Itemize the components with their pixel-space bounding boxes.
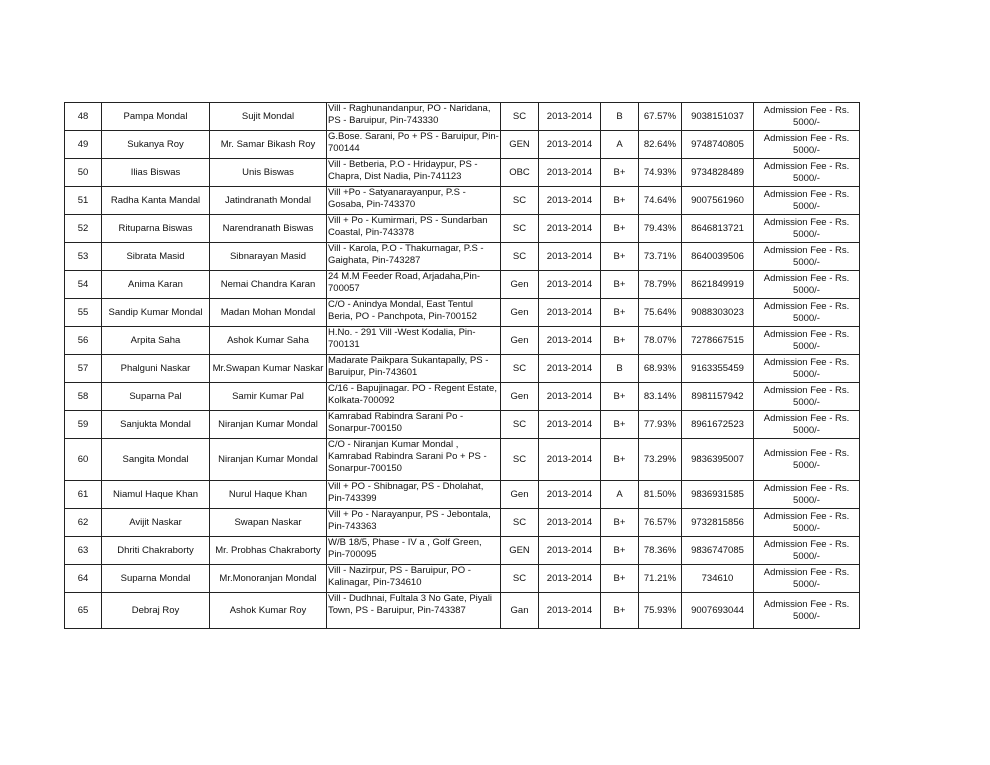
table-row [65, 355, 860, 383]
phone-cell: 9007693044 [682, 593, 754, 629]
session-cell: 2013-2014 [539, 481, 601, 509]
session-cell: 2013-2014 [539, 103, 601, 131]
remark-cell: Admission Fee - Rs. 5000/- [754, 131, 860, 159]
remark-cell: Admission Fee - Rs. 5000/- [754, 383, 860, 411]
percentage-cell: 76.57% [639, 509, 682, 537]
address-cell: Vill + Po - Narayanpur, PS - Jebontala, Pin-743363 [327, 509, 501, 537]
table-row [65, 327, 860, 355]
phone-cell: 9748740805 [682, 131, 754, 159]
phone-cell: 8621849919 [682, 271, 754, 299]
serial-number-cell: 63 [65, 537, 102, 565]
grade-cell: B+ [601, 187, 639, 215]
remark-cell: Admission Fee - Rs. 5000/- [754, 299, 860, 327]
address-cell: Vill +Po - Satyanarayanpur, P.S - Gosaba, Pin-743370 [327, 187, 501, 215]
phone-cell: 9088303023 [682, 299, 754, 327]
phone-cell: 8961672523 [682, 411, 754, 439]
address-cell: Vill - Dudhnai, Fultala 3 No Gate, Piyali Town, PS - Baruipur, Pin-743387 [327, 593, 501, 629]
percentage-cell: 82.64% [639, 131, 682, 159]
session-cell: 2013-2014 [539, 159, 601, 187]
category-cell: SC [501, 355, 539, 383]
remark-cell: Admission Fee - Rs. 5000/- [754, 103, 860, 131]
table-row [65, 271, 860, 299]
phone-cell: 9836747085 [682, 537, 754, 565]
guardian-name-cell: Niranjan Kumar Mondal [210, 411, 327, 439]
student-name-cell: Sandip Kumar Mondal [102, 299, 210, 327]
serial-number-cell: 59 [65, 411, 102, 439]
guardian-name-cell: Mr.Monoranjan Mondal [210, 565, 327, 593]
session-cell: 2013-2014 [539, 187, 601, 215]
phone-cell: 9836931585 [682, 481, 754, 509]
table-row [65, 187, 860, 215]
remark-cell: Admission Fee - Rs. 5000/- [754, 593, 860, 629]
percentage-cell: 78.36% [639, 537, 682, 565]
phone-cell: 734610 [682, 565, 754, 593]
guardian-name-cell: Swapan Naskar [210, 509, 327, 537]
guardian-name-cell: Mr.Swapan Kumar Naskar [210, 355, 327, 383]
student-name-cell: Phalguni Naskar [102, 355, 210, 383]
student-name-cell: Rituparna Biswas [102, 215, 210, 243]
session-cell: 2013-2014 [539, 215, 601, 243]
address-cell: Vill - Nazirpur, PS - Baruipur, PO - Kalinagar, Pin-734610 [327, 565, 501, 593]
address-cell: C/O - Anindya Mondal, East Tentul Beria, PO - Panchpota, Pin-700152 [327, 299, 501, 327]
student-name-cell: Suparna Pal [102, 383, 210, 411]
table-row [65, 537, 860, 565]
percentage-cell: 73.71% [639, 243, 682, 271]
address-cell: 24 M.M Feeder Road, Arjadaha,Pin-700057 [327, 271, 501, 299]
address-cell: C/O - Niranjan Kumar Mondal , Kamrabad Rabindra Sarani Po + PS - Sonarpur-700150 [327, 439, 501, 481]
guardian-name-cell: Jatindranath Mondal [210, 187, 327, 215]
session-cell: 2013-2014 [539, 593, 601, 629]
student-name-cell: Sukanya Roy [102, 131, 210, 159]
grade-cell: A [601, 131, 639, 159]
serial-number-cell: 61 [65, 481, 102, 509]
phone-cell: 7278667515 [682, 327, 754, 355]
address-cell: Vill + Po - Kumirmari, PS - Sundarban Coastal, Pin-743378 [327, 215, 501, 243]
session-cell: 2013-2014 [539, 271, 601, 299]
remark-cell: Admission Fee - Rs. 5000/- [754, 355, 860, 383]
phone-cell: 9732815856 [682, 509, 754, 537]
phone-cell: 8640039506 [682, 243, 754, 271]
phone-cell: 9163355459 [682, 355, 754, 383]
grade-cell: B [601, 103, 639, 131]
serial-number-cell: 58 [65, 383, 102, 411]
remark-cell: Admission Fee - Rs. 5000/- [754, 159, 860, 187]
table-row [65, 565, 860, 593]
student-name-cell: Suparna Mondal [102, 565, 210, 593]
serial-number-cell: 60 [65, 439, 102, 481]
serial-number-cell: 52 [65, 215, 102, 243]
table-row [65, 593, 860, 629]
grade-cell: B [601, 355, 639, 383]
remark-cell: Admission Fee - Rs. 5000/- [754, 509, 860, 537]
phone-cell: 9734828489 [682, 159, 754, 187]
table-row [65, 383, 860, 411]
serial-number-cell: 64 [65, 565, 102, 593]
table-row [65, 299, 860, 327]
percentage-cell: 71.21% [639, 565, 682, 593]
remark-cell: Admission Fee - Rs. 5000/- [754, 271, 860, 299]
grade-cell: B+ [601, 271, 639, 299]
category-cell: OBC [501, 159, 539, 187]
grade-cell: B+ [601, 537, 639, 565]
serial-number-cell: 54 [65, 271, 102, 299]
student-name-cell: Sanjukta Mondal [102, 411, 210, 439]
percentage-cell: 83.14% [639, 383, 682, 411]
address-cell: Madarate Paikpara Sukantapally, PS - Baruipur, Pin-743601 [327, 355, 501, 383]
guardian-name-cell: Unis Biswas [210, 159, 327, 187]
category-cell: Gen [501, 299, 539, 327]
percentage-cell: 74.64% [639, 187, 682, 215]
phone-cell: 8981157942 [682, 383, 754, 411]
category-cell: SC [501, 103, 539, 131]
phone-cell: 9038151037 [682, 103, 754, 131]
remark-cell: Admission Fee - Rs. 5000/- [754, 215, 860, 243]
grade-cell: B+ [601, 327, 639, 355]
category-cell: Gen [501, 481, 539, 509]
address-cell: Vill - Karola, P.O - Thakurnagar, P.S - Gaighata, Pin-743287 [327, 243, 501, 271]
guardian-name-cell: Nemai Chandra Karan [210, 271, 327, 299]
serial-number-cell: 53 [65, 243, 102, 271]
category-cell: Gen [501, 327, 539, 355]
grade-cell: B+ [601, 215, 639, 243]
grade-cell: B+ [601, 243, 639, 271]
student-name-cell: Ilias Biswas [102, 159, 210, 187]
remark-cell: Admission Fee - Rs. 5000/- [754, 411, 860, 439]
student-admission-table [64, 102, 860, 629]
percentage-cell: 78.79% [639, 271, 682, 299]
category-cell: SC [501, 509, 539, 537]
remark-cell: Admission Fee - Rs. 5000/- [754, 243, 860, 271]
serial-number-cell: 55 [65, 299, 102, 327]
serial-number-cell: 65 [65, 593, 102, 629]
table-row [65, 103, 860, 131]
address-cell: C/16 - Bapujinagar. PO - Regent Estate, Kolkata-700092 [327, 383, 501, 411]
grade-cell: B+ [601, 411, 639, 439]
table-row [65, 215, 860, 243]
remark-cell: Admission Fee - Rs. 5000/- [754, 439, 860, 481]
student-name-cell: Anima Karan [102, 271, 210, 299]
session-cell: 2013-2014 [539, 439, 601, 481]
grade-cell: B+ [601, 159, 639, 187]
category-cell: SC [501, 215, 539, 243]
phone-cell: 8646813721 [682, 215, 754, 243]
percentage-cell: 67.57% [639, 103, 682, 131]
percentage-cell: 81.50% [639, 481, 682, 509]
guardian-name-cell: Niranjan Kumar Mondal [210, 439, 327, 481]
student-name-cell: Radha Kanta Mandal [102, 187, 210, 215]
address-cell: Vill + PO - Shibnagar, PS - Dholahat, Pin-743399 [327, 481, 501, 509]
phone-cell: 9836395007 [682, 439, 754, 481]
table-row [65, 243, 860, 271]
remark-cell: Admission Fee - Rs. 5000/- [754, 565, 860, 593]
session-cell: 2013-2014 [539, 537, 601, 565]
table-row [65, 159, 860, 187]
guardian-name-cell: Ashok Kumar Saha [210, 327, 327, 355]
table-row [65, 439, 860, 481]
student-name-cell: Avijit Naskar [102, 509, 210, 537]
guardian-name-cell: Mr. Samar Bikash Roy [210, 131, 327, 159]
student-name-cell: Pampa Mondal [102, 103, 210, 131]
table-body [65, 103, 860, 629]
session-cell: 2013-2014 [539, 565, 601, 593]
serial-number-cell: 50 [65, 159, 102, 187]
percentage-cell: 74.93% [639, 159, 682, 187]
guardian-name-cell: Sujit Mondal [210, 103, 327, 131]
address-cell: W/B 18/5, Phase - IV a , Golf Green, Pin-700095 [327, 537, 501, 565]
grade-cell: B+ [601, 439, 639, 481]
address-cell: Vill - Raghunandanpur, PO - Naridana, PS - Baruipur, Pin-743330 [327, 103, 501, 131]
serial-number-cell: 49 [65, 131, 102, 159]
guardian-name-cell: Sibnarayan Masid [210, 243, 327, 271]
session-cell: 2013-2014 [539, 509, 601, 537]
grade-cell: B+ [601, 299, 639, 327]
percentage-cell: 73.29% [639, 439, 682, 481]
percentage-cell: 68.93% [639, 355, 682, 383]
student-name-cell: Arpita Saha [102, 327, 210, 355]
remark-cell: Admission Fee - Rs. 5000/- [754, 537, 860, 565]
student-name-cell: Niamul Haque Khan [102, 481, 210, 509]
serial-number-cell: 57 [65, 355, 102, 383]
serial-number-cell: 51 [65, 187, 102, 215]
session-cell: 2013-2014 [539, 355, 601, 383]
guardian-name-cell: Ashok Kumar Roy [210, 593, 327, 629]
category-cell: Gen [501, 271, 539, 299]
percentage-cell: 75.93% [639, 593, 682, 629]
address-cell: G.Bose. Sarani, Po + PS - Baruipur, Pin-700144 [327, 131, 501, 159]
percentage-cell: 75.64% [639, 299, 682, 327]
table-row [65, 481, 860, 509]
percentage-cell: 78.07% [639, 327, 682, 355]
category-cell: SC [501, 187, 539, 215]
session-cell: 2013-2014 [539, 299, 601, 327]
category-cell: Gen [501, 383, 539, 411]
session-cell: 2013-2014 [539, 383, 601, 411]
student-name-cell: Dhriti Chakraborty [102, 537, 210, 565]
guardian-name-cell: Narendranath Biswas [210, 215, 327, 243]
remark-cell: Admission Fee - Rs. 5000/- [754, 327, 860, 355]
address-cell: H.No. - 291 Vill -West Kodalia, Pin-700131 [327, 327, 501, 355]
grade-cell: B+ [601, 383, 639, 411]
session-cell: 2013-2014 [539, 411, 601, 439]
grade-cell: B+ [601, 509, 639, 537]
session-cell: 2013-2014 [539, 131, 601, 159]
serial-number-cell: 56 [65, 327, 102, 355]
category-cell: SC [501, 439, 539, 481]
student-name-cell: Debraj Roy [102, 593, 210, 629]
percentage-cell: 77.93% [639, 411, 682, 439]
table-row [65, 131, 860, 159]
category-cell: SC [501, 565, 539, 593]
guardian-name-cell: Madan Mohan Mondal [210, 299, 327, 327]
category-cell: Gan [501, 593, 539, 629]
grade-cell: B+ [601, 565, 639, 593]
remark-cell: Admission Fee - Rs. 5000/- [754, 481, 860, 509]
student-name-cell: Sangita Mondal [102, 439, 210, 481]
guardian-name-cell: Nurul Haque Khan [210, 481, 327, 509]
guardian-name-cell: Mr. Probhas Chakraborty [210, 537, 327, 565]
category-cell: SC [501, 243, 539, 271]
session-cell: 2013-2014 [539, 243, 601, 271]
category-cell: GEN [501, 131, 539, 159]
session-cell: 2013-2014 [539, 327, 601, 355]
student-name-cell: Sibrata Masid [102, 243, 210, 271]
grade-cell: B+ [601, 593, 639, 629]
remark-cell: Admission Fee - Rs. 5000/- [754, 187, 860, 215]
address-cell: Vill - Betberia, P.O - Hridaypur, PS - Chapra, Dist Nadia, Pin-741123 [327, 159, 501, 187]
address-cell: Kamrabad Rabindra Sarani Po - Sonarpur-700150 [327, 411, 501, 439]
grade-cell: A [601, 481, 639, 509]
category-cell: SC [501, 411, 539, 439]
category-cell: GEN [501, 537, 539, 565]
table-row [65, 509, 860, 537]
serial-number-cell: 62 [65, 509, 102, 537]
table-row [65, 411, 860, 439]
percentage-cell: 79.43% [639, 215, 682, 243]
guardian-name-cell: Samir Kumar Pal [210, 383, 327, 411]
serial-number-cell: 48 [65, 103, 102, 131]
phone-cell: 9007561960 [682, 187, 754, 215]
